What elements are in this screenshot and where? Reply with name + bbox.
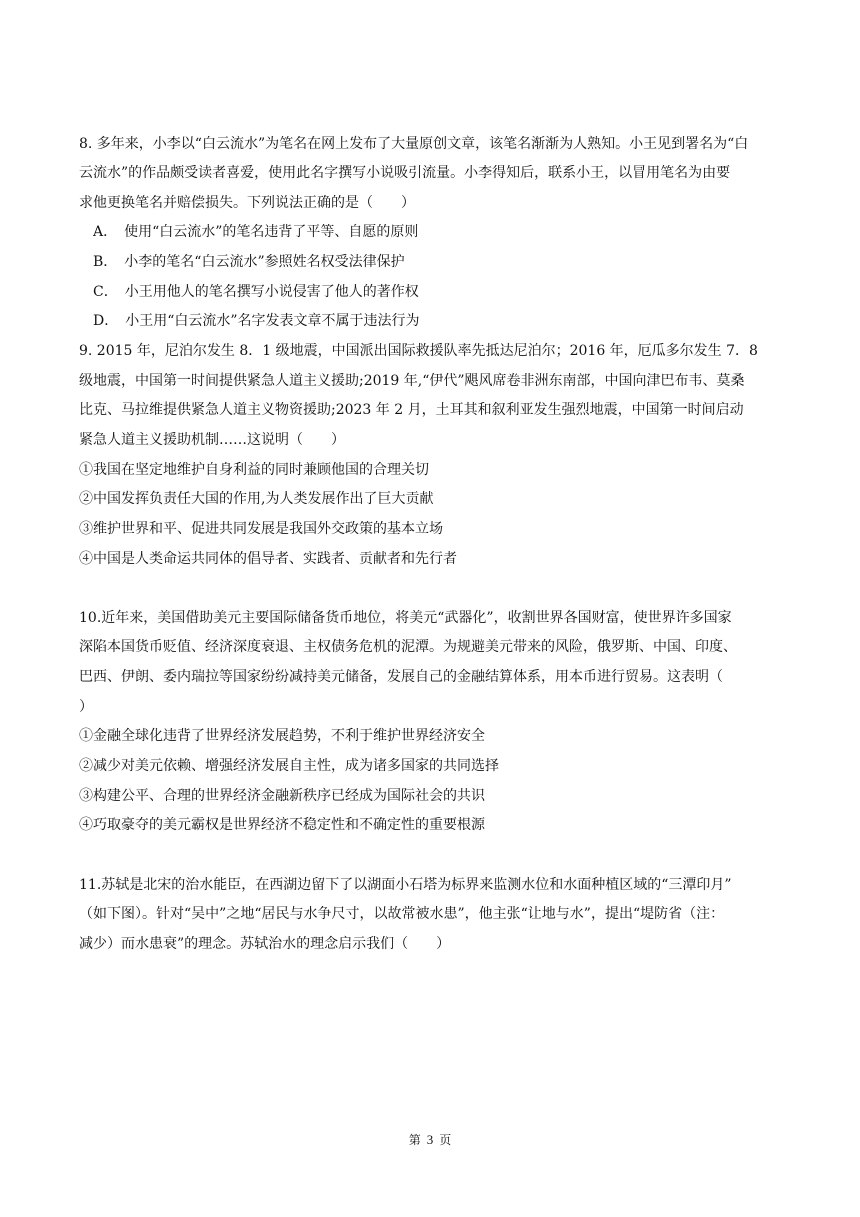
q9-stem-line-3: 比克、马拉维提供紧急人道主义物资援助;2023 年 2 月，土耳其和叙利亚发生强烈地震，中国第一时间启动	[79, 402, 744, 418]
q10-stem-line-2: 深陷本国货币贬值、经济深度衰退、主权债务危机的泥潭。为规避美元带来的风险，俄罗斯、中国、印度、	[79, 639, 737, 655]
q11-stem-line-1: 11.苏轼是北宋的治水能臣，在西湖边留下了以湖面小石塔为标界来监测水位和水面种植区域的“三潭印月”	[79, 877, 732, 893]
page-number: 3	[426, 1132, 434, 1147]
q8-option-b: B． 小李的笔名“白云流水”参照姓名权受法律保护	[93, 254, 405, 270]
q9-stem-line-2: 级地震，中国第一时间提供紧急人道主义援助;2019 年,“伊代”飓风席卷非洲东南部，中国向津巴布韦、莫桑	[79, 373, 745, 389]
q11-figure-area	[79, 968, 784, 1088]
q10-statement-2: ②减少对美元依赖、增强经济发展自主性，成为诸多国家的共同选择	[79, 758, 499, 774]
q8-stem-line-2: 云流水”的作品颇受读者喜爱，使用此名字撰写小说吸引流量。小李得知后，联系小王，以冒用笔名为由要	[79, 165, 731, 181]
q8-option-d: D． 小王用“白云流水”名字发表文章不属于违法行为	[93, 313, 420, 329]
q10-stem-line-3: 巴西、伊朗、委内瑞拉等国家纷纷减持美元储备，发展自己的金融结算体系，用本币进行贸易。这表明（	[79, 669, 723, 685]
q9-stem-line-4: 紧急人道主义援助机制……这说明（ ）	[79, 432, 345, 448]
q10-stem-line-1: 10.近年来，美国借助美元主要国际储备货币地位，将美元“武器化”，收割世界各国财富，使世界许多国家	[79, 610, 732, 626]
q10-statement-1: ①金融全球化违背了世界经济发展趋势，不利于维护世界经济安全	[79, 728, 485, 744]
q9-statement-1: ①我国在坚定地维护自身利益的同时兼顾他国的合理关切	[79, 462, 429, 478]
q8-option-a: A． 使用“白云流水”的笔名违背了平等、自愿的原则	[93, 224, 419, 240]
q11-stem-line-2: （如下图）。针对“吴中”之地“居民与水争尺寸，以故常被水患”，他主张“让地与水”，提出“堤防省（注：	[79, 906, 725, 922]
q8-stem-line-3: 求他更换笔名并赔偿损失。下列说法正确的是（ ）	[79, 195, 415, 211]
page-footer	[0, 1132, 860, 1148]
q9-statement-2: ②中国发挥负责任大国的作用,为人类发展作出了巨大贡献	[79, 491, 434, 507]
q10-stem-line-4: ）	[79, 699, 93, 715]
footer-suffix: 页	[439, 1133, 452, 1147]
footer-prefix: 第	[408, 1133, 421, 1147]
q9-stem-line-1: 9. 2015 年，尼泊尔发生 8．1 级地震，中国派出国际救援队率先抵达尼泊尔；2016 年，厄瓜多尔发生 7．8	[79, 343, 758, 359]
q9-statement-4: ④中国是人类命运共同体的倡导者、实践者、贡献者和先行者	[79, 551, 457, 567]
q9-statement-3: ③维护世界和平、促进共同发展是我国外交政策的基本立场	[79, 521, 443, 537]
q8-stem-line-1: 8. 多年来，小李以“白云流水”为笔名在网上发布了大量原创文章，该笔名渐渐为人熟知。小王见到署名为“白	[79, 136, 749, 152]
q10-statement-3: ③构建公平、合理的世界经济金融新秩序已经成为国际社会的共识	[79, 788, 485, 804]
q8-option-c: C． 小王用他人的笔名撰写小说侵害了他人的著作权	[93, 284, 419, 300]
q11-stem-line-3: 减少）而水患衰”的理念。苏轼治水的理念启示我们（ ）	[79, 936, 451, 952]
q10-statement-4: ④巧取豪夺的美元霸权是世界经济不稳定性和不确定性的重要根源	[79, 817, 485, 833]
